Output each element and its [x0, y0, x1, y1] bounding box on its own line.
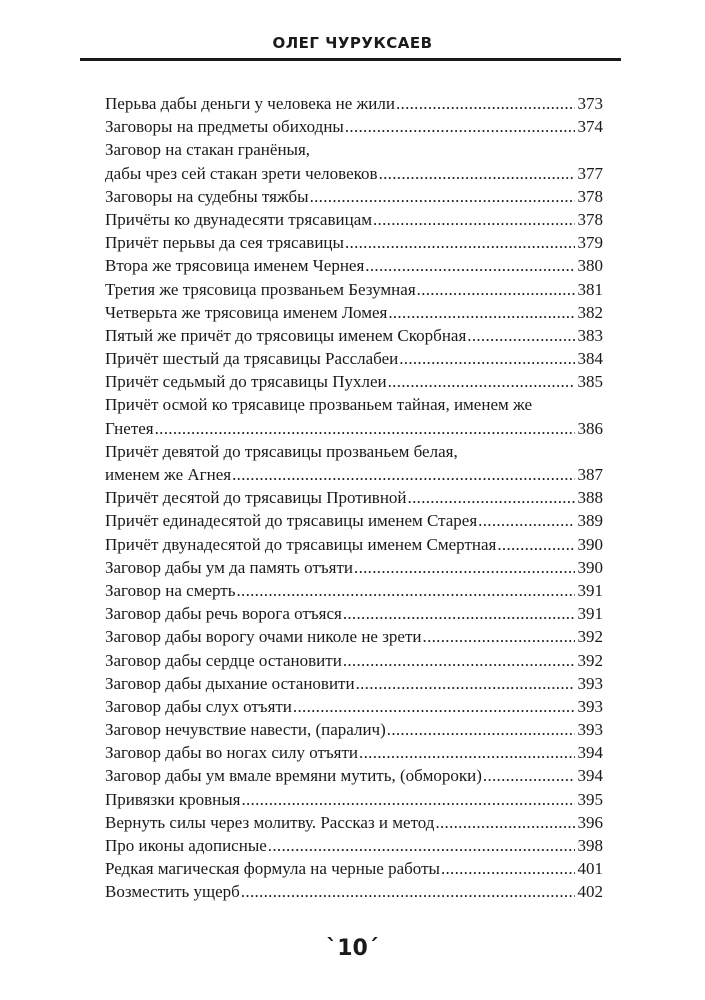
toc-entry-title: Третия же трясовица прозваньем Безумная: [105, 279, 416, 299]
toc-entry: [105, 92, 603, 115]
toc-entry-title: Причёт осмой ко трясавице прозваньем тайная, именем же: [105, 395, 533, 415]
toc-entry: [105, 278, 603, 301]
toc-entry: [105, 254, 603, 277]
toc-entry-title: Заговор дабы во ногах силу отъяти: [105, 743, 359, 763]
toc-dot-leader: [241, 880, 575, 903]
toc-entry-title: Втора же трясовица именем Чернея: [105, 256, 365, 276]
toc-entry-page: 378: [577, 209, 603, 229]
toc-entry: [105, 788, 603, 811]
toc-entry: [105, 533, 603, 556]
toc-entry-page: 394: [577, 766, 603, 786]
toc-dot-leader: [388, 301, 574, 324]
toc-entry-title: Заговор дабы сердце остановити: [105, 650, 342, 670]
toc-entry-title: Гнетея: [105, 418, 154, 438]
toc-dot-leader: [345, 231, 575, 254]
toc-dot-leader: [435, 811, 574, 834]
toc-dot-leader: [343, 649, 575, 672]
toc-entry: [105, 185, 603, 208]
toc-dot-leader: [379, 162, 575, 185]
toc-entry-page: 381: [577, 279, 603, 299]
toc-entry-page: 393: [577, 720, 603, 740]
toc-entry-title: Четверьта же трясовица именем Ломея: [105, 302, 388, 322]
toc-entry-title: Пятый же причёт до трясовицы именем Скорбная: [105, 325, 467, 345]
toc-entry-title: Редкая магическая формула на черные работы: [105, 859, 440, 879]
toc-entry: [105, 834, 603, 857]
toc-dot-leader: [478, 509, 574, 532]
toc-dot-leader: [343, 602, 575, 625]
toc-entry-page: 379: [577, 233, 603, 253]
toc-entry-page: 393: [577, 673, 603, 693]
toc-entry-page: 402: [577, 882, 603, 902]
toc-entry: [105, 370, 603, 393]
toc-dot-leader: [417, 278, 575, 301]
toc-entry: [105, 764, 603, 787]
toc-entry-page: 373: [577, 94, 603, 113]
toc-entry: [105, 718, 603, 741]
toc-entry-title: Причёт шестый да трясавицы Расслабеи: [105, 349, 399, 369]
toc-entry-title: Заговор нечувствие навести, (паралич): [105, 720, 386, 740]
toc-dot-leader: [365, 254, 574, 277]
toc-dot-leader: [155, 417, 575, 440]
toc-entry: [105, 463, 603, 486]
toc-entry-title: дабы чрез сей стакан зрети человеков: [105, 163, 378, 183]
toc-entry-page: 388: [577, 488, 603, 508]
toc-entry: [105, 301, 603, 324]
toc-entry-page: 380: [577, 256, 603, 276]
toc-entry: [105, 417, 603, 440]
toc-entry: [105, 162, 603, 185]
toc-entry-title: Перьва дабы деньги у человека не жили: [105, 94, 395, 113]
toc-dot-leader: [354, 556, 574, 579]
toc-dot-leader: [388, 370, 575, 393]
toc-dot-leader: [241, 788, 574, 811]
toc-entry: [105, 231, 603, 254]
toc-entry: [105, 556, 603, 579]
toc-entry-page: 398: [577, 836, 603, 855]
toc-entry-page: 401: [577, 859, 603, 879]
toc-entry-title: Причёты ко двунадесяти трясавицам: [105, 209, 372, 229]
toc-entry-page: 386: [577, 418, 603, 438]
toc-entry-title: Заговор дабы дыхание остановити: [105, 673, 355, 693]
toc-dot-leader: [293, 695, 575, 718]
toc-dot-leader: [423, 625, 575, 648]
toc-entry-page: 378: [577, 186, 603, 206]
toc-entry-page: 382: [577, 302, 603, 322]
toc-entry-page: 395: [577, 789, 603, 809]
toc-entry-title: Заговор дабы ворогу очами николе не зрети: [105, 627, 422, 647]
toc-dot-leader: [467, 324, 574, 347]
toc-entry-title: Про иконы адописные: [105, 836, 267, 855]
toc-entry: [105, 625, 603, 648]
toc-dot-leader: [268, 834, 575, 857]
toc-entry: [105, 347, 603, 370]
toc-entry-title: Заговоры на предметы обиходны: [105, 117, 344, 137]
toc-dot-leader: [396, 92, 575, 115]
toc-entry-page: 390: [577, 557, 603, 577]
toc-entry-page: 374: [577, 117, 603, 137]
toc-entry: [105, 672, 603, 695]
toc-entry-title: Заговор дабы ум вмале времяни мутить, (обмороки): [105, 766, 482, 786]
toc-entry-title: Заговоры на судебны тяжбы: [105, 186, 309, 206]
toc-dot-leader: [236, 579, 574, 602]
toc-entry-title: Заговор дабы речь ворога отъяся: [105, 604, 342, 624]
toc-entry-page: 377: [577, 163, 603, 183]
toc-entry-page: 385: [577, 372, 603, 392]
toc-entry-title: Причёт девятой до трясавицы прозваньем белая,: [105, 441, 458, 461]
toc-entry-page: 392: [577, 627, 603, 647]
toc-dot-leader: [356, 672, 575, 695]
toc-entry-title: Причёт перьвы да сея трясавицы: [105, 233, 344, 253]
toc-dot-leader: [387, 718, 575, 741]
toc-entry: [105, 208, 603, 231]
toc-entry: [105, 138, 603, 161]
toc-entry-title: Заговор дабы слух отъяти: [105, 696, 292, 716]
toc-entry-page: 394: [577, 743, 603, 763]
toc-entry-title: Причёт седьмый до трясавицы Пухлеи: [105, 372, 387, 392]
toc-entry: [105, 440, 603, 463]
running-header-author: ОЛЕГ ЧУРУКСАЕВ: [272, 34, 433, 52]
toc-entry: [105, 486, 603, 509]
toc-entry: [105, 509, 603, 532]
toc-entry-page: 391: [577, 604, 603, 624]
toc-entry: [105, 741, 603, 764]
toc-dot-leader: [310, 185, 575, 208]
toc-entry-title: именем же Агнея: [105, 465, 232, 484]
toc-dot-leader: [497, 533, 574, 556]
toc-entry-title: Заговор на смерть: [105, 580, 236, 600]
toc-entry: [105, 649, 603, 672]
toc-entry-title: Причёт десятой до трясавицы Противной: [105, 488, 407, 508]
toc-entry: [105, 393, 603, 416]
toc-dot-leader: [373, 208, 575, 231]
toc-entry: [105, 880, 603, 903]
toc-dot-leader: [345, 115, 575, 138]
toc-dot-leader: [441, 857, 575, 880]
toc-entry: [105, 579, 603, 602]
toc-entry-title: Причёт единадесятой до трясавицы именем Старея: [105, 511, 478, 531]
toc-dot-leader: [359, 741, 574, 764]
toc-dot-leader: [399, 347, 574, 370]
toc-entry-page: 390: [577, 534, 603, 554]
toc-dot-leader: [232, 463, 574, 486]
table-of-contents: [105, 92, 603, 904]
toc-entry: [105, 857, 603, 880]
toc-entry-title: Возместить ущерб: [105, 882, 240, 902]
toc-entry-title: Вернуть силы через молитву. Рассказ и метод: [105, 812, 435, 832]
toc-entry-title: Причёт двунадесятой до трясавицы именем Смертная: [105, 534, 497, 554]
toc-entry-title: Заговор на стакан гранёныя,: [105, 140, 311, 160]
toc-entry-page: 384: [577, 349, 603, 369]
page-number: `10´: [326, 936, 379, 961]
toc-dot-leader: [483, 764, 575, 787]
toc-entry: [105, 602, 603, 625]
toc-dot-leader: [408, 486, 575, 509]
toc-entry: [105, 324, 603, 347]
toc-entry-page: 393: [577, 696, 603, 716]
toc-entry-page: 383: [577, 325, 603, 345]
header-rule: [80, 58, 621, 61]
toc-entry-page: 389: [577, 511, 603, 531]
toc-entry: [105, 695, 603, 718]
toc-entry: [105, 115, 603, 138]
toc-entry: [105, 811, 603, 834]
toc-entry-title: Привязки кровныя: [105, 789, 241, 809]
toc-entry-page: 387: [577, 465, 603, 484]
toc-entry-page: 392: [577, 650, 603, 670]
toc-entry-title: Заговор дабы ум да память отъяти: [105, 557, 354, 577]
toc-entry-page: 391: [577, 580, 603, 600]
toc-entry-page: 396: [577, 812, 603, 832]
